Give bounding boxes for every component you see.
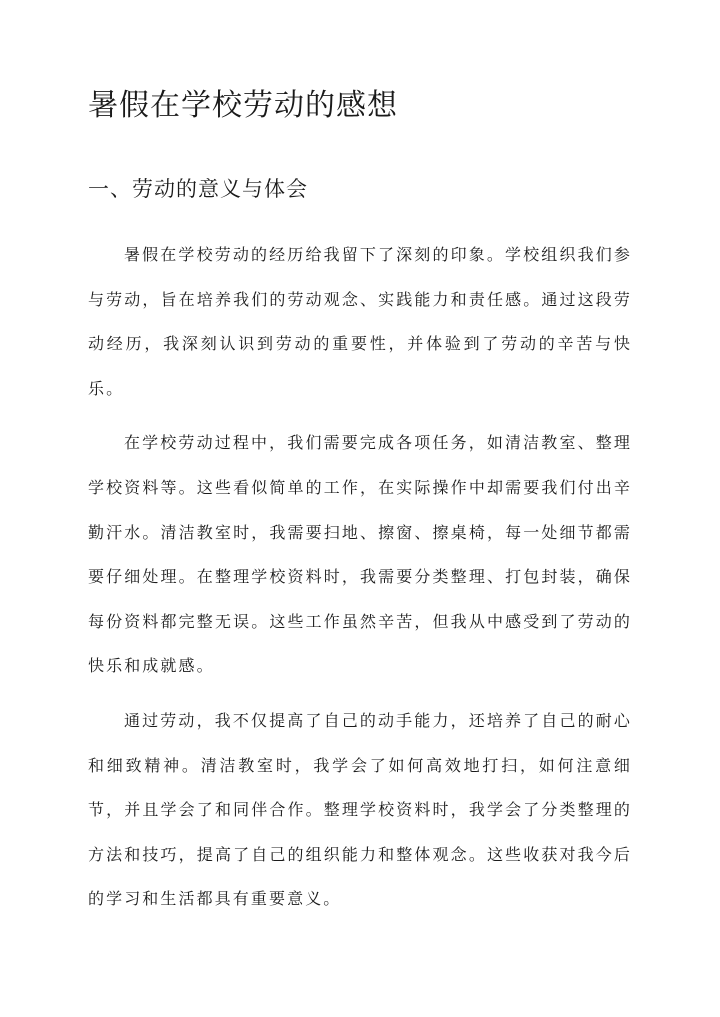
section-heading: 一、劳动的意义与体会 [88,177,308,201]
paragraph-1: 暑假在学校劳动的经历给我留下了深刻的印象。学校组织我们参与劳动，旨在培养我们的劳动观念、实践能力和责任感。通过这段劳动经历，我深刻认识到劳动的重要性，并体验到了劳动的辛苦与快乐。 [88,245,632,398]
paragraph-3: 通过劳动，我不仅提高了自己的动手能力，还培养了自己的耐心和细致精神。清洁教室时，我学会了如何高效地打扫，如何注意细节，并且学会了和同伴合作。整理学校资料时，我学会了分类整理的方法和技巧，提高了自己的组织能力和整体观念。这些收获对我今后的学习和生活都具有重要意义。 [88,710,632,909]
section-body [88,233,632,922]
paragraph-2: 在学校劳动过程中，我们需要完成各项任务，如清洁教室、整理学校资料等。这些看似简单的工作，在实际操作中却需要我们付出辛勤汗水。清洁教室时，我需要扫地、擦窗、擦桌椅，每一处细节都需要仔细处理。在整理学校资料时，我需要分类整理、打包封装，确保每份资料都完整无误。这些工作虽然辛苦，但我从中感受到了劳动的快乐和成就感。 [88,433,632,676]
page-title: 暑假在学校劳动的感想 [88,88,398,123]
